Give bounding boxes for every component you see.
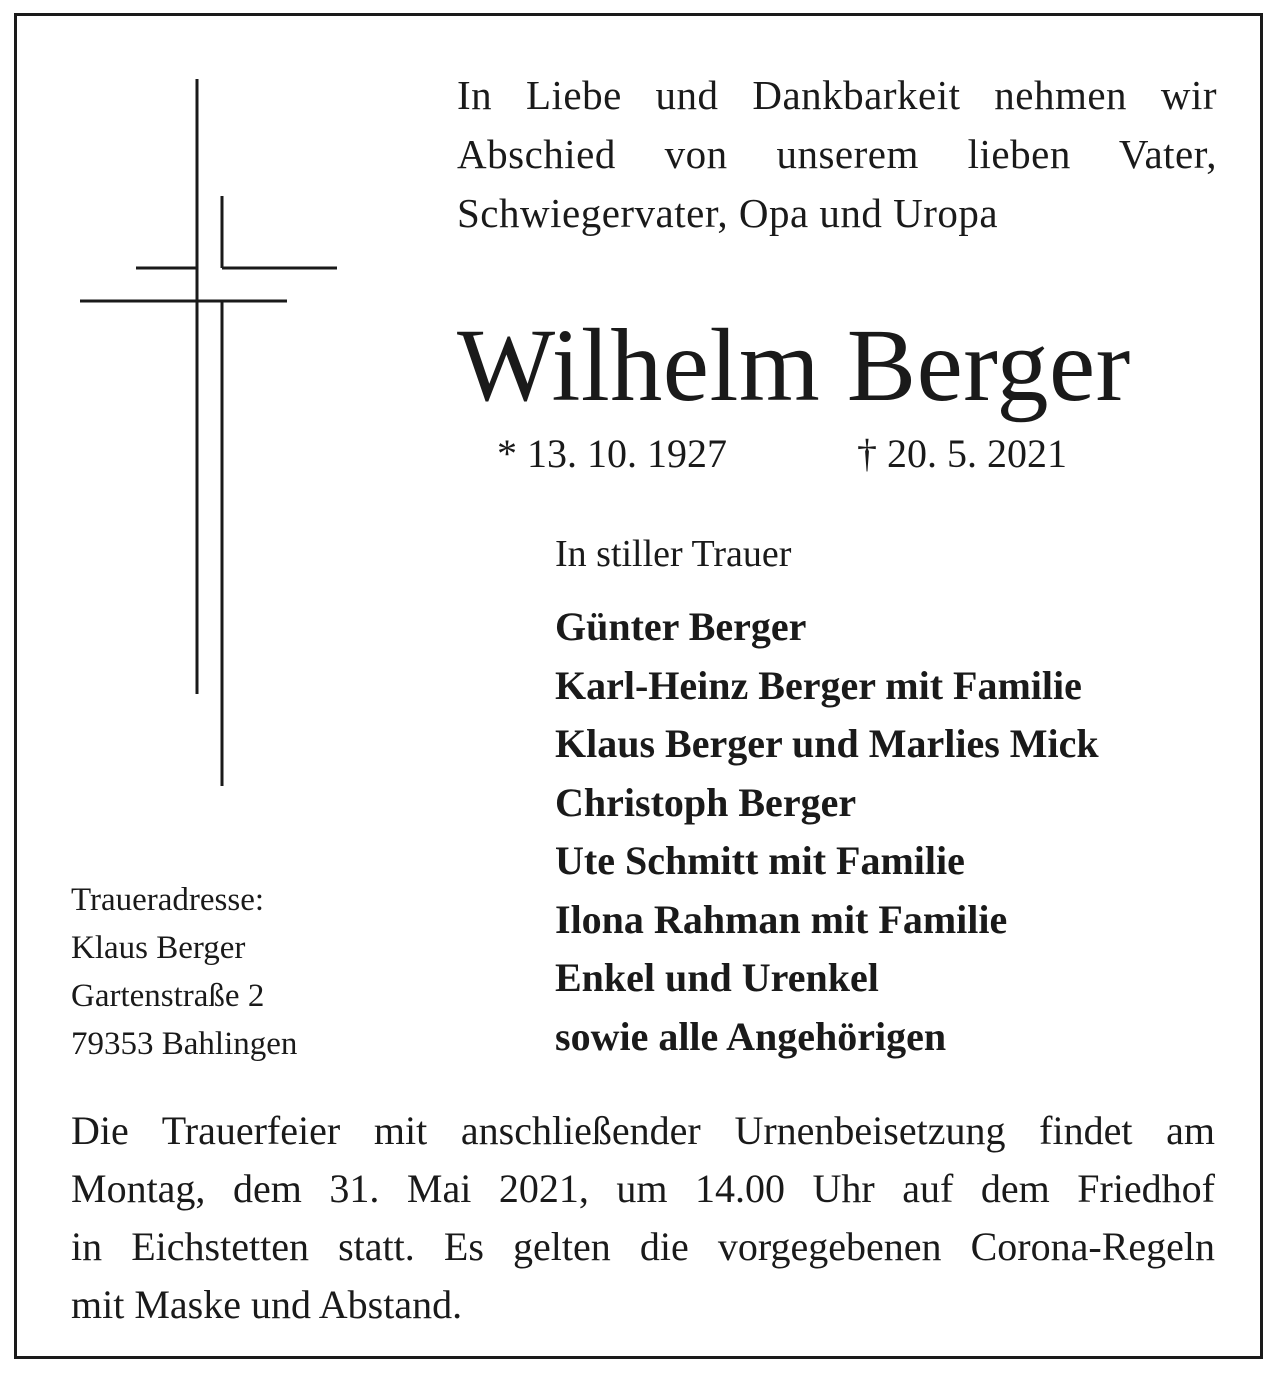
ceremony-text bbox=[71, 1102, 1215, 1334]
deceased-name: Wilhelm Berger bbox=[457, 308, 1131, 423]
intro-text bbox=[457, 66, 1217, 243]
address-label: Traueradresse: bbox=[71, 882, 265, 918]
intro-line: Schwiegervater, Opa und Uropa bbox=[457, 190, 999, 236]
ceremony-line: Die Trauerfeier mit anschließender Urnenbeisetzung findet am bbox=[71, 1108, 1215, 1153]
address-name: Klaus Berger bbox=[71, 930, 246, 966]
mourner-item: Karl-Heinz Berger mit Familie bbox=[555, 662, 1082, 708]
mourning-address bbox=[71, 876, 297, 1068]
mourner-item: Klaus Berger und Marlies Mick bbox=[555, 721, 1099, 766]
intro-line: In Liebe und Dankbarkeit nehmen wir bbox=[457, 72, 1217, 118]
address-city: 79353 Bahlingen bbox=[71, 1026, 298, 1062]
obituary-frame bbox=[14, 13, 1263, 1359]
address-street: Gartenstraße 2 bbox=[71, 978, 265, 1014]
ceremony-line: Montag, dem 31. Mai 2021, um 14.00 Uhr auf dem Friedhof bbox=[71, 1166, 1215, 1211]
mourner-item: Ilona Rahman mit Familie bbox=[555, 896, 1008, 942]
birth-date: * 13. 10. 1927 bbox=[497, 431, 727, 476]
mourner-item: Günter Berger bbox=[555, 604, 807, 649]
ceremony-line: mit Maske und Abstand. bbox=[71, 1282, 463, 1327]
mourner-item: Ute Schmitt mit Familie bbox=[555, 838, 965, 883]
death-date: † 20. 5. 2021 bbox=[857, 431, 1067, 476]
ceremony-line: in Eichstetten statt. Es gelten die vorgegebenen Corona-Regeln bbox=[71, 1224, 1215, 1269]
intro-line: Abschied von unserem lieben Vater, bbox=[457, 131, 1217, 177]
mourners-list bbox=[555, 598, 1099, 1066]
mourner-item: sowie alle Angehörigen bbox=[555, 1013, 947, 1059]
cross-icon bbox=[17, 16, 357, 806]
mourner-item: Enkel und Urenkel bbox=[555, 955, 879, 1000]
mourning-label: In stiller Trauer bbox=[555, 533, 792, 575]
mourner-item: Christoph Berger bbox=[555, 779, 857, 825]
